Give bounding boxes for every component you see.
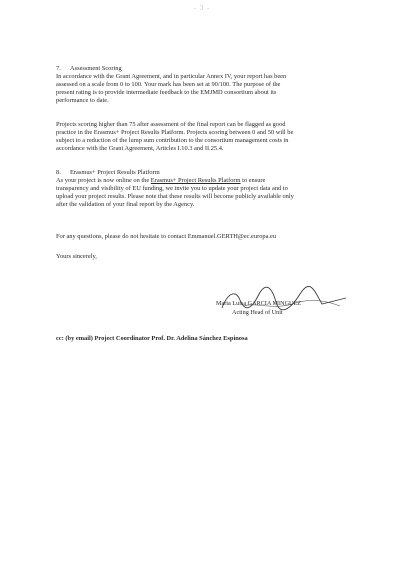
contact-text: For any questions, please do not hesitate to contact Emmanuel.GERTH@ec.europa.eu <box>56 233 277 240</box>
text-line: In accordance with the Grant Agreement, and in particular Annex IV, your report has been <box>56 73 287 80</box>
text-line: subject to a reduction of the lump sum contribution to the consortium management costs in <box>56 136 289 144</box>
contact-line <box>56 233 276 240</box>
section-7-followup-paragraph <box>56 121 356 153</box>
section-7-paragraph <box>56 73 356 105</box>
closing-salutation: Yours sincerely, <box>56 253 97 260</box>
section-8-heading <box>56 169 160 176</box>
section-8-paragraph <box>56 177 356 209</box>
section-7-body <box>56 73 356 105</box>
text-line: upload your project results. Please note that these results will become publicly available only <box>56 192 294 200</box>
section-8-number: 8. <box>56 169 61 176</box>
text-line: accordance with the Grant Agreement, Articles I.10.3 and II.25.4. <box>56 144 224 152</box>
section-8-body <box>56 177 356 209</box>
text-before-link: As your project is now online on the <box>56 177 150 184</box>
section-7-title: Assessment Scoring <box>70 65 122 72</box>
cc-text: cc: (by email) Project Coordinator Prof. Dr. Adelina Sánchez Espinosa <box>56 335 248 342</box>
section-8-title: Erasmus+ Project Results Platform <box>70 169 160 176</box>
section-7-number: 7. <box>56 65 61 72</box>
section-7-followup <box>56 121 356 153</box>
project-results-platform-link[interactable]: Erasmus+ Project Results Platform <box>150 177 241 184</box>
text-line: assessed on a scale from 0 to 100. Your mark has been set at 90/100. The purpose of the <box>56 80 281 88</box>
section-7-heading <box>56 65 122 72</box>
text-line <box>56 177 356 185</box>
signatory-role: Acting Head of Unit <box>232 309 283 316</box>
cc-line <box>56 335 248 342</box>
text-line: after the validation of your final report by the Agency. <box>56 200 195 208</box>
text-line: practice in the Erasmus+ Project Results Platform. Projects scoring between 0 and 50 will be <box>56 128 294 136</box>
page-number: - 3 - <box>193 4 211 12</box>
text-line: transparency and visibility of EU funding, we invite you to update your project data and to <box>56 184 288 192</box>
text-line: present rating is to provide intermediate feedback to the EMJMD consortium about its <box>56 88 277 96</box>
text-after-link: to ensure <box>242 177 266 184</box>
signatory-name: Maria Luisa GARCIA MINGUEZ <box>216 300 302 307</box>
text-line: performance to date. <box>56 96 109 104</box>
text-line: Projects scoring higher than 75 after assessment of the final report can be flagged as good <box>56 121 286 128</box>
